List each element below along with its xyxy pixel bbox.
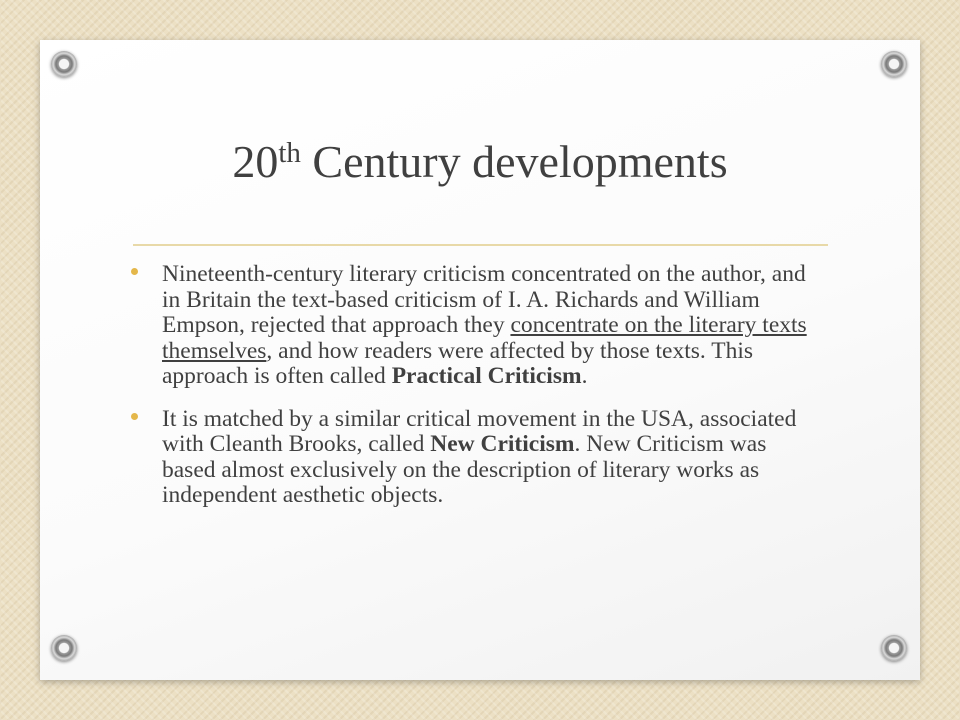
bullet-text: , and how readers were affected by those texts. This approach is often called [162,337,754,389]
title-superscript: th [278,137,301,169]
pin-icon [881,51,907,77]
bold-term: Practical Criticism [391,363,582,389]
bold-term: New Criticism [430,431,575,457]
slide-body [131,262,821,509]
underlined-text: concentrate on the literary texts themselves [162,312,807,364]
bullet-text: . New Criticism was based almost exclusively on the description of literary works as independent aesthetic objects. [162,431,767,508]
bullet-text: . [581,363,588,389]
title-rest: Century developments [300,136,728,187]
bullet-dot-icon [131,268,138,275]
bullet-dot-icon [131,413,138,420]
title-divider [133,244,828,246]
slide-title [130,132,830,192]
pin-icon [881,635,907,661]
title-main: 20 [232,136,279,187]
pin-icon [51,635,77,661]
bullet-item [131,262,821,390]
pin-icon [51,51,77,77]
bullet-item [131,407,821,509]
bullet-text: It is matched by a similar critical movement in the USA, associated with Cleanth Brooks, called [162,405,797,457]
bullet-text: Nineteenth-century literary criticism concentrated on the author, and in Britain the text-based criticism of I. A. Richards and William Empson, rejected that approach they [162,261,806,338]
